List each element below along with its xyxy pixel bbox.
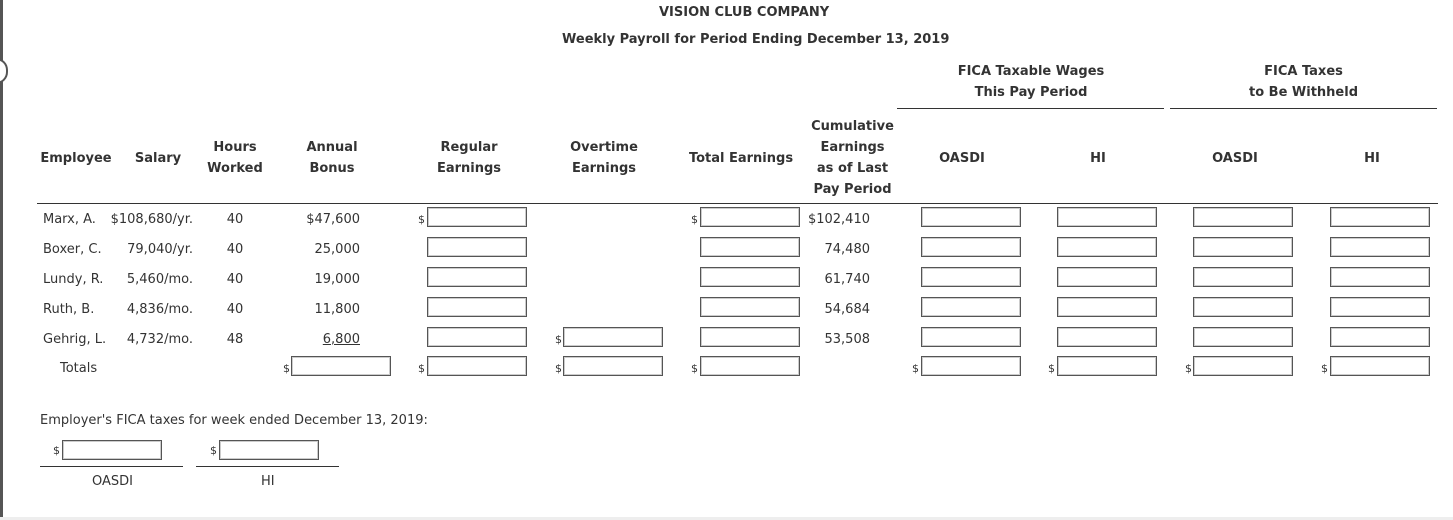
dollar-sign: $	[555, 362, 562, 375]
company-title: VISION CLUB COMPANY	[659, 5, 830, 20]
col-bonus-line1: Annual	[306, 140, 358, 155]
taxes-oasdi-input[interactable]	[1193, 297, 1293, 317]
col-regular-line1: Regular	[440, 140, 498, 155]
resize-handle[interactable]	[0, 58, 8, 84]
total-earnings-input[interactable]	[700, 207, 800, 227]
employer-hi-caption: HI	[261, 474, 275, 489]
col-regular-line2: Earnings	[436, 161, 502, 176]
hours-worked: 40	[226, 272, 244, 287]
col-cumulative-line4: Pay Period	[813, 182, 892, 197]
overtime-earnings-input[interactable]	[563, 327, 663, 347]
wages-hi-input[interactable]	[1057, 237, 1157, 257]
dollar-sign: $	[418, 362, 425, 375]
regular-earnings-input[interactable]	[427, 207, 527, 227]
col-regular	[428, 137, 510, 179]
col-cumulative-line2: Earnings	[820, 140, 885, 155]
total-taxes-oasdi-input[interactable]	[1193, 356, 1293, 376]
col-hours-line1: Hours	[213, 140, 257, 155]
col-taxes-oasdi: OASDI	[1212, 151, 1258, 166]
regular-earnings-input[interactable]	[427, 327, 527, 347]
taxes-hi-input[interactable]	[1330, 207, 1430, 227]
hours-worked: 40	[226, 302, 244, 317]
taxes-oasdi-input[interactable]	[1193, 327, 1293, 347]
taxes-oasdi-input[interactable]	[1193, 237, 1293, 257]
dollar-sign: $	[210, 444, 217, 457]
col-employee: Employee	[40, 151, 112, 166]
employee-name: Boxer, C.	[43, 242, 102, 257]
dollar-sign: $	[912, 362, 919, 375]
fica-wages-header-line2: This Pay Period	[974, 85, 1088, 100]
fica-taxes-header-line2: to Be Withheld	[1248, 85, 1359, 100]
annual-bonus: 6,800	[322, 332, 360, 347]
col-taxes-hi: HI	[1364, 151, 1380, 166]
taxes-oasdi-input[interactable]	[1193, 207, 1293, 227]
wages-oasdi-input[interactable]	[921, 207, 1021, 227]
annual-bonus: 25,000	[314, 242, 360, 257]
wages-oasdi-input[interactable]	[921, 237, 1021, 257]
wages-hi-input[interactable]	[1057, 267, 1157, 287]
dollar-sign: $	[1048, 362, 1055, 375]
employee-name: Marx, A.	[43, 212, 96, 227]
cumulative-earnings: $102,410	[807, 212, 870, 227]
wages-oasdi-input[interactable]	[921, 297, 1021, 317]
taxes-hi-input[interactable]	[1330, 237, 1430, 257]
hours-worked: 48	[226, 332, 244, 347]
fica-taxes-rule	[1170, 108, 1437, 109]
dollar-sign: $	[691, 213, 698, 226]
annual-bonus: 11,800	[314, 302, 360, 317]
dollar-sign: $	[691, 362, 698, 375]
wages-oasdi-input[interactable]	[921, 267, 1021, 287]
col-bonus-line2: Bonus	[309, 161, 355, 176]
employer-oasdi-rule	[40, 466, 183, 467]
col-overtime-line1: Overtime	[570, 140, 638, 155]
col-hours	[200, 137, 270, 179]
employer-fica-label: Employer's FICA taxes for week ended December 13, 2019:	[40, 413, 428, 428]
cumulative-earnings: 53,508	[824, 332, 870, 347]
col-hours-line2: Worked	[207, 161, 263, 176]
total-regular-input[interactable]	[427, 356, 527, 376]
col-wages-oasdi: OASDI	[939, 151, 985, 166]
employee-salary: 4,732/mo.	[126, 332, 193, 347]
employer-oasdi-caption: OASDI	[92, 474, 133, 489]
annual-bonus: $47,600	[306, 212, 360, 227]
fica-wages-header-line1: FICA Taxable Wages	[957, 64, 1105, 79]
totals-label: Totals	[60, 361, 98, 376]
employee-salary: 5,460/mo.	[126, 272, 193, 287]
dollar-sign: $	[1321, 362, 1328, 375]
col-bonus	[297, 137, 367, 179]
total-overtime-input[interactable]	[563, 356, 663, 376]
total-earnings-input[interactable]	[700, 297, 800, 317]
col-overtime	[563, 137, 645, 179]
total-earnings-total-input[interactable]	[700, 356, 800, 376]
col-wages-hi: HI	[1090, 151, 1106, 166]
wages-oasdi-input[interactable]	[921, 327, 1021, 347]
hours-worked: 40	[226, 242, 244, 257]
total-earnings-input[interactable]	[700, 237, 800, 257]
col-total: Total Earnings	[688, 151, 794, 166]
employee-salary: $108,680/yr.	[110, 212, 193, 227]
dollar-sign: $	[283, 362, 290, 375]
employee-name: Lundy, R.	[43, 272, 104, 287]
employee-salary: 79,040/yr.	[127, 242, 193, 257]
total-bonus-input[interactable]	[291, 356, 391, 376]
col-cumulative-line1: Cumulative	[811, 119, 894, 134]
col-cumulative-line3: as of Last	[816, 161, 889, 176]
total-wages-oasdi-input[interactable]	[921, 356, 1021, 376]
dollar-sign: $	[53, 444, 60, 457]
payroll-subtitle: Weekly Payroll for Period Ending December 13, 2019	[562, 32, 950, 47]
dollar-sign: $	[418, 213, 425, 226]
taxes-oasdi-input[interactable]	[1193, 267, 1293, 287]
total-earnings-input[interactable]	[700, 327, 800, 347]
annual-bonus: 19,000	[314, 272, 360, 287]
employer-hi-input[interactable]	[219, 440, 319, 460]
taxes-hi-input[interactable]	[1330, 327, 1430, 347]
cumulative-earnings: 54,684	[824, 302, 870, 317]
fica-taxes-header-line1: FICA Taxes	[1264, 64, 1343, 79]
regular-earnings-input[interactable]	[427, 237, 527, 257]
dollar-sign: $	[1185, 362, 1192, 375]
employee-name: Ruth, B.	[43, 302, 95, 317]
fica-taxes-header	[1170, 61, 1437, 103]
regular-earnings-input[interactable]	[427, 267, 527, 287]
taxes-hi-input[interactable]	[1330, 297, 1430, 317]
col-salary: Salary	[134, 151, 182, 166]
wages-hi-input[interactable]	[1057, 327, 1157, 347]
wages-hi-input[interactable]	[1057, 297, 1157, 317]
fica-wages-header	[900, 61, 1162, 103]
col-overtime-line2: Earnings	[571, 161, 637, 176]
hours-worked: 40	[226, 212, 244, 227]
cumulative-earnings: 61,740	[824, 272, 870, 287]
fica-wages-rule	[897, 108, 1164, 109]
employee-name: Gehrig, L.	[43, 332, 107, 347]
total-earnings-input[interactable]	[700, 267, 800, 287]
wages-hi-input[interactable]	[1057, 207, 1157, 227]
header-rule	[37, 203, 1438, 204]
cumulative-earnings: 74,480	[824, 242, 870, 257]
employer-hi-rule	[196, 466, 339, 467]
employee-salary: 4,836/mo.	[126, 302, 193, 317]
regular-earnings-input[interactable]	[427, 297, 527, 317]
col-cumulative	[805, 116, 900, 200]
employer-oasdi-input[interactable]	[62, 440, 162, 460]
dollar-sign: $	[555, 333, 562, 346]
total-wages-hi-input[interactable]	[1057, 356, 1157, 376]
taxes-hi-input[interactable]	[1330, 267, 1430, 287]
total-taxes-hi-input[interactable]	[1330, 356, 1430, 376]
